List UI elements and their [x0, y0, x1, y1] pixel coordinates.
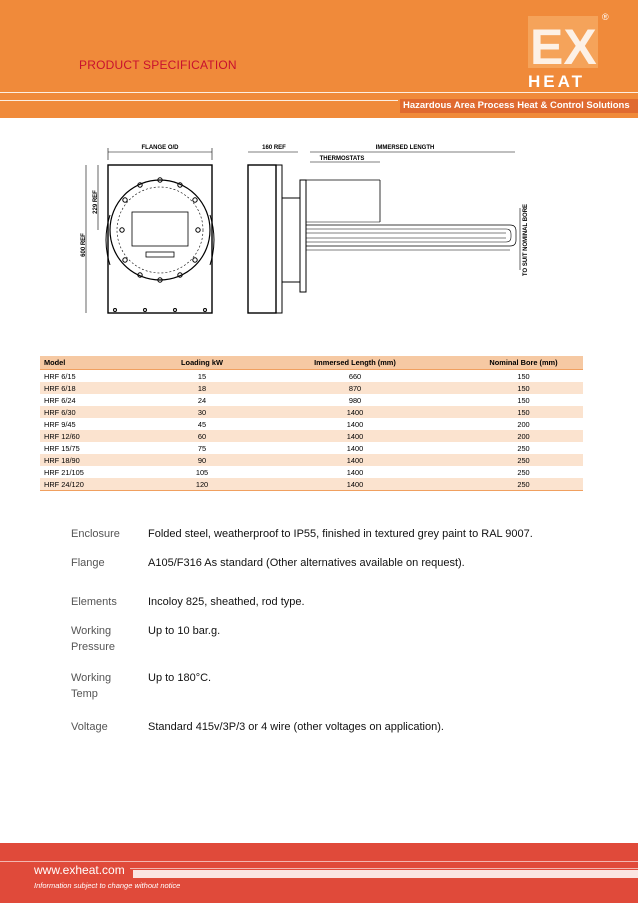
cell-loading: 15	[197, 371, 207, 381]
cell-bore: 250	[464, 454, 583, 466]
heater-drawing	[70, 140, 570, 325]
cell-model: HRF 18/90	[40, 454, 158, 466]
svg-text:EX: EX	[530, 19, 597, 75]
cell-model: HRF 6/24	[44, 395, 76, 405]
table-row	[40, 382, 583, 394]
spec-label: Working Temp	[71, 672, 112, 700]
cell-bore: 150	[517, 371, 530, 381]
spec-table	[40, 356, 583, 491]
header-immersed-length: Immersed Length (mm)	[246, 356, 464, 370]
spec-label: Voltage	[71, 721, 108, 733]
cell-model: HRF 12/60	[40, 430, 158, 442]
cell-bore: 250	[464, 478, 583, 491]
cell-model: HRF 6/15	[44, 371, 76, 381]
cell-length: 1400	[346, 443, 364, 453]
svg-text:160 REF: 160 REF	[262, 145, 286, 151]
cell-model: HRF 21/105	[44, 467, 84, 477]
page-header	[0, 0, 638, 118]
cell-model: HRF 9/45	[44, 419, 76, 429]
table-row	[40, 466, 583, 478]
svg-text:IMMERSED LENGTH: IMMERSED LENGTH	[375, 145, 435, 151]
svg-text:FLANGE O/D: FLANGE O/D	[141, 145, 179, 151]
cell-length: 1400	[246, 406, 464, 418]
spec-value: Incoloy 825, sheathed, rod type.	[148, 596, 305, 608]
cell-loading: 18	[158, 382, 246, 394]
side-view	[248, 152, 520, 313]
cell-loading: 105	[195, 467, 209, 477]
header-rule	[0, 92, 638, 93]
cell-model: HRF 24/120	[40, 478, 158, 491]
header-tagline: Hazardous Area Process Heat & Control Solutions	[400, 99, 638, 113]
footer-note: Information subject to change without notice	[34, 881, 181, 890]
header-loading: Loading kW	[158, 356, 246, 370]
table-row	[40, 430, 583, 442]
cell-length: 1400	[246, 454, 464, 466]
cell-loading: 45	[197, 419, 207, 429]
spec-label: Working Pressure	[71, 625, 116, 653]
spec-value: Up to 180°C.	[148, 672, 212, 684]
header-model: Model	[40, 356, 158, 370]
footer-rule-short	[130, 868, 638, 869]
cell-model: HRF 6/30	[40, 406, 158, 418]
svg-text:THERMOSTATS: THERMOSTATS	[319, 156, 365, 162]
cell-loading: 75	[197, 443, 207, 453]
header-nominal-bore: Nominal Bore (mm)	[464, 356, 583, 370]
table-row	[40, 478, 583, 491]
cell-length: 980	[348, 395, 362, 405]
cell-loading: 60	[158, 430, 246, 442]
footer-rule	[0, 861, 638, 862]
cell-loading: 24	[197, 395, 207, 405]
svg-text:229 REF: 229 REF	[93, 190, 99, 214]
table-row	[40, 406, 583, 418]
page-footer	[0, 843, 638, 903]
cell-loading: 90	[158, 454, 246, 466]
exheat-logo	[520, 10, 615, 90]
spec-value: A105/F316 As standard (Other alternatives available on request).	[148, 557, 465, 569]
table-row	[40, 418, 583, 430]
spec-label: Elements	[71, 596, 117, 608]
svg-text:TO SUIT NOMINAL BORE: TO SUIT NOMINAL BORE	[523, 203, 529, 277]
cell-bore: 250	[517, 467, 530, 477]
cell-bore: 150	[464, 382, 583, 394]
page-title: PRODUCT SPECIFICATION	[79, 58, 237, 72]
front-view	[86, 148, 214, 313]
spec-value: Up to 10 bar.g.	[148, 625, 221, 637]
cell-loading: 30	[158, 406, 246, 418]
header-rule-short	[0, 100, 398, 101]
cell-bore: 200	[464, 430, 583, 442]
cell-length: 1400	[346, 419, 364, 429]
svg-text:®: ®	[602, 12, 609, 22]
cell-bore: 200	[517, 419, 530, 429]
cell-length: 1400	[346, 467, 364, 477]
svg-text:HEAT: HEAT	[528, 72, 586, 90]
spec-value: Standard 415v/3P/3 or 4 wire (other voltages on application).	[148, 721, 444, 733]
spec-value: Folded steel, weatherproof to IP55, finished in textured grey paint to RAL 9007.	[148, 528, 533, 540]
cell-bore: 150	[464, 406, 583, 418]
cell-length: 870	[246, 382, 464, 394]
cell-model: HRF 15/75	[44, 443, 80, 453]
table-row	[40, 454, 583, 466]
website-link[interactable]: www.exheat.com	[34, 863, 125, 877]
table-row	[40, 442, 583, 454]
cell-length: 1400	[246, 478, 464, 491]
table-row	[40, 370, 583, 383]
spec-label: Enclosure	[71, 528, 120, 540]
cell-length: 1400	[246, 430, 464, 442]
cell-length: 660	[348, 371, 362, 381]
footer-bar	[133, 870, 638, 878]
cell-model: HRF 6/18	[40, 382, 158, 394]
cell-bore: 150	[517, 395, 530, 405]
table-row	[40, 394, 583, 406]
table-header-row	[40, 356, 583, 370]
spec-label: Flange	[71, 557, 105, 569]
cell-bore: 250	[517, 443, 530, 453]
cell-loading: 120	[158, 478, 246, 491]
svg-text:600 REF: 600 REF	[81, 233, 87, 257]
